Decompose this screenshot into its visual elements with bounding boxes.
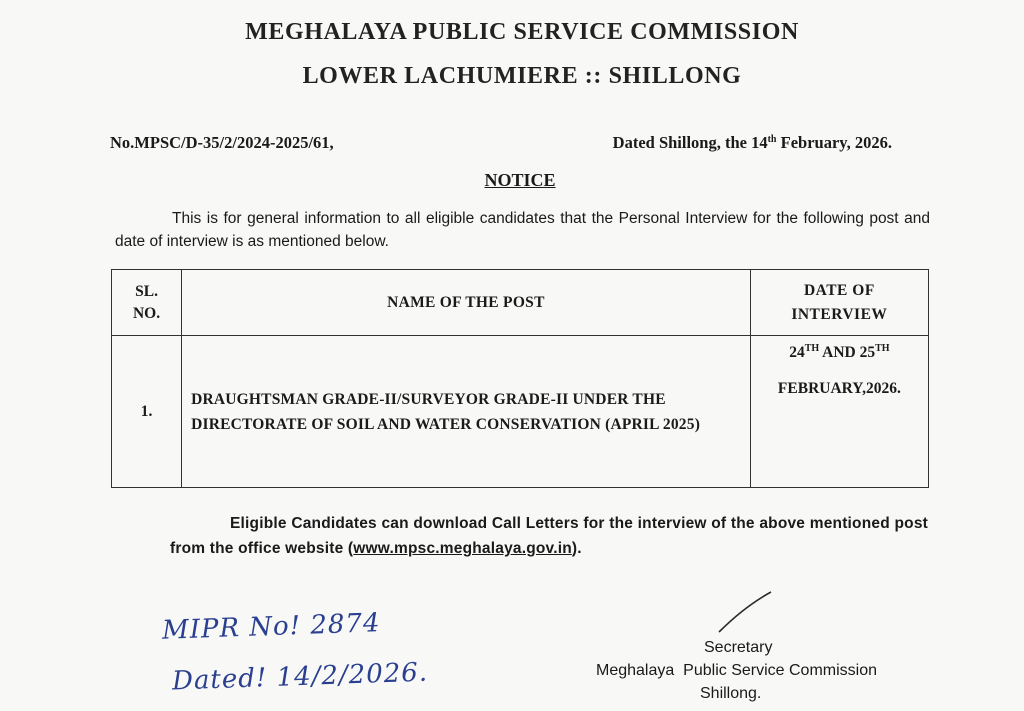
date-day2-ordinal: TH <box>875 343 890 354</box>
row-sl: 1. <box>112 336 182 488</box>
signature-mark <box>715 588 775 636</box>
header-date-line2: INTERVIEW <box>791 305 888 323</box>
interview-table <box>111 269 929 488</box>
commission-name: MEGHALAYA PUBLIC SERVICE COMMISSION <box>245 19 799 45</box>
header-interview-date <box>750 270 928 336</box>
row-date-days <box>751 338 928 368</box>
notice-intro: This is for general information to all eligible candidates that the Personal Interview for the following post and date of interview is as mentioned below. <box>115 210 930 250</box>
reference-number: No.MPSC/D-35/2/2024-2025/61, <box>110 133 334 152</box>
row-post-name: DRAUGHTSMAN GRADE-II/SURVEYOR GRADE-II UNDER THE DIRECTORATE OF SOIL AND WATER CONSERVATION (APRIL 2025) <box>182 336 751 488</box>
date-ordinal: th <box>767 134 777 145</box>
date-prefix: Dated Shillong, the 14 <box>612 133 768 152</box>
row-interview-date <box>750 336 928 488</box>
header-sl-no <box>112 270 182 336</box>
website-link[interactable]: www.mpsc.meghalaya.gov.in <box>353 540 572 557</box>
handwritten-date: Dated! 14/2/2026. <box>171 657 429 697</box>
commission-address: LOWER LACHUMIERE :: SHILLONG <box>302 63 742 89</box>
header-post-name: NAME OF THE POST <box>182 270 751 336</box>
table-row <box>112 336 929 488</box>
header-date-line1: DATE OF <box>803 281 875 299</box>
signatory-org: Meghalaya Public Service Commission <box>596 662 877 679</box>
download-note <box>170 511 928 561</box>
row-date-month: FEBRUARY,2026. <box>777 380 901 397</box>
handwritten-mipr-number: MIPR No! 2874 <box>161 608 381 646</box>
header-sl-line1: SL. <box>135 282 158 300</box>
header-sl-line2: NO. <box>132 304 161 322</box>
date-suffix: February, 2026. <box>776 133 892 152</box>
signatory-place: Shillong. <box>700 685 762 702</box>
signatory-title: Secretary <box>704 639 773 656</box>
note-text-end: ). <box>571 540 582 557</box>
note-text-start: Eligible Candidates can download Call Letters for the interview of the above mentioned post from the office website ( <box>170 515 928 557</box>
date-day1: 24 <box>789 344 805 361</box>
table-header-row <box>112 270 929 336</box>
date-day1-ordinal: TH <box>804 343 820 354</box>
date-and-day2: AND 25 <box>819 344 876 361</box>
notice-date <box>613 133 892 153</box>
notice-title: NOTICE <box>484 170 556 190</box>
signatory-block <box>596 636 916 705</box>
